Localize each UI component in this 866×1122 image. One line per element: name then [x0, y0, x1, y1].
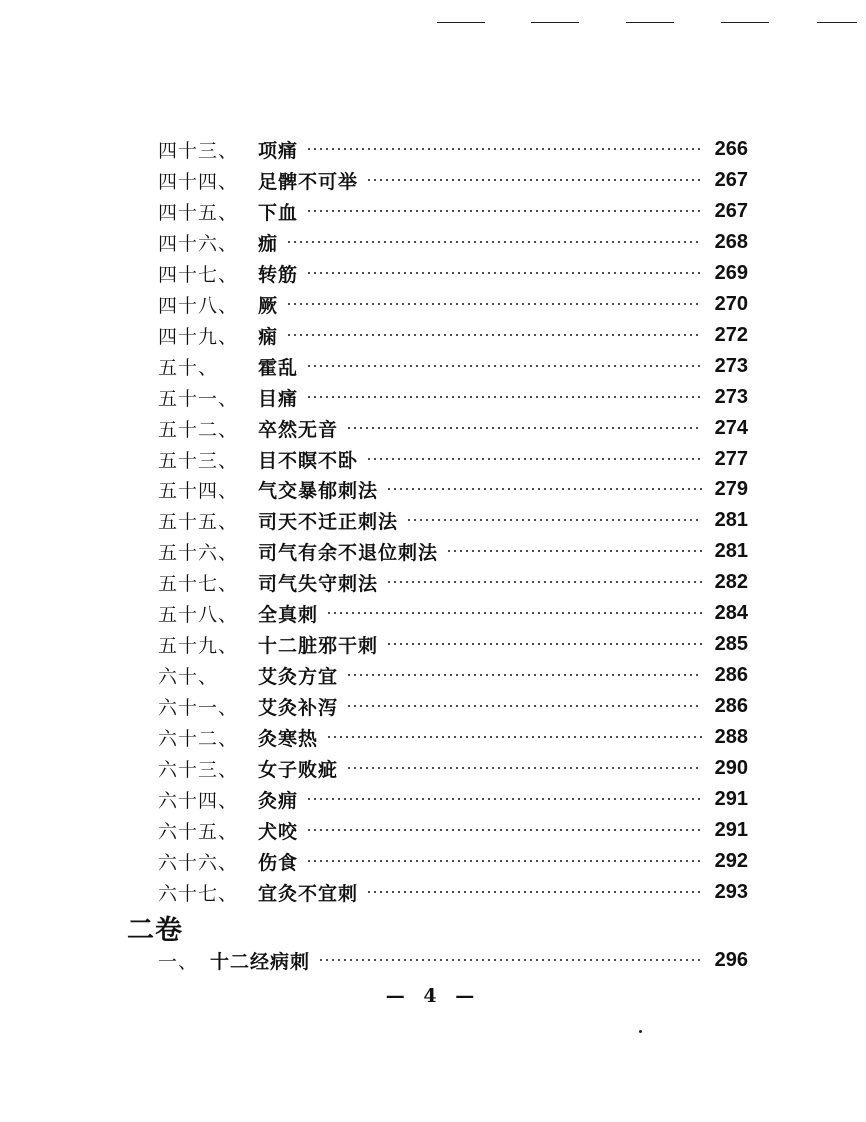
toc-entry-title: 艾灸补泻 [258, 696, 339, 719]
toc-entry-page: 291 [714, 787, 748, 810]
toc-entry-page: 269 [714, 261, 748, 284]
toc-entry-title: 转筋 [258, 263, 299, 286]
toc-entry[interactable] [158, 165, 748, 195]
toc-entry-number: 四十九、 [158, 325, 239, 348]
toc-leader-dots [306, 272, 702, 274]
toc-entry-number: 五十七、 [158, 572, 239, 595]
toc-leader-dots [318, 959, 702, 961]
toc-leader-dots [366, 891, 702, 893]
toc-entry-page: 288 [714, 725, 748, 748]
header-rules [0, 22, 866, 32]
toc-entry-number: 六十五、 [158, 820, 239, 843]
toc-entry-number: 四十六、 [158, 232, 239, 255]
toc-leader-dots [386, 488, 702, 490]
header-rule [721, 22, 769, 23]
toc-entry-number: 六十三、 [158, 758, 239, 781]
toc-entry-number: 四十五、 [158, 201, 239, 224]
toc-leader-dots [286, 334, 702, 336]
toc-entry[interactable] [158, 536, 748, 566]
toc-entry-page: 284 [714, 601, 748, 624]
toc-entry-page: 285 [714, 632, 748, 655]
toc-leader-dots [446, 550, 702, 552]
toc-entry-title: 痫 [258, 325, 279, 348]
toc-entry-page: 277 [714, 447, 748, 470]
toc-entry[interactable] [158, 945, 748, 975]
toc-entry[interactable] [158, 629, 748, 659]
toc-entry[interactable] [158, 196, 748, 226]
toc-entry-page: 273 [714, 354, 748, 377]
header-rule [531, 22, 579, 23]
toc-entry-page: 286 [714, 694, 748, 717]
toc-entry[interactable] [158, 722, 748, 752]
toc-leader-dots [306, 148, 702, 150]
toc-entry-title: 目不瞑不卧 [258, 449, 359, 472]
toc-entry-title: 厥 [258, 294, 279, 317]
toc-entry-page: 273 [714, 385, 748, 408]
toc-entry-title: 项痛 [258, 139, 299, 162]
toc-entry-title: 司天不迁正刺法 [258, 510, 399, 533]
toc-entry-title: 灸痈 [258, 789, 299, 812]
toc-entry[interactable] [158, 134, 748, 164]
toc-entry-number: 五十六、 [158, 541, 239, 564]
toc-entry[interactable] [158, 382, 748, 412]
toc-entry-number: 一、 [158, 950, 199, 973]
toc-entry[interactable] [158, 877, 748, 907]
toc-entry-number: 五十八、 [158, 603, 239, 626]
toc-entry[interactable] [158, 815, 748, 845]
toc-entry[interactable] [158, 567, 748, 597]
page-number-footer: — 4 — [385, 985, 481, 1007]
toc-entry-title: 艾灸方宜 [258, 665, 339, 688]
toc-entry-number: 六十六、 [158, 851, 239, 874]
toc-leader-dots [326, 736, 702, 738]
toc-entry-page: 267 [714, 168, 748, 191]
toc-entry-title: 十二经病刺 [210, 950, 311, 973]
toc-leader-dots [366, 179, 702, 181]
toc-entry-page: 286 [714, 663, 748, 686]
toc-entry-title: 犬咬 [258, 820, 299, 843]
toc-entry-number: 五十二、 [158, 418, 239, 441]
header-rule [626, 22, 674, 23]
toc-entry-title: 足髀不可举 [258, 170, 359, 193]
toc-leader-dots [386, 581, 702, 583]
toc-leader-dots [306, 860, 702, 862]
toc-leader-dots [346, 705, 702, 707]
toc-leader-dots [406, 519, 702, 521]
toc-entry[interactable] [158, 784, 748, 814]
header-rule [437, 22, 485, 23]
toc-entry-page: 281 [714, 539, 748, 562]
toc-entry[interactable] [158, 691, 748, 721]
toc-entry-number: 五十、 [158, 356, 219, 379]
toc-entry-title: 伤食 [258, 851, 299, 874]
toc-entry-number: 四十七、 [158, 263, 239, 286]
toc-entry-page: 296 [714, 948, 748, 971]
header-rule [817, 22, 857, 23]
toc-entry-title: 宜灸不宜刺 [258, 882, 359, 905]
toc-leader-dots [306, 798, 702, 800]
toc-leader-dots [286, 303, 702, 305]
toc-entry-page: 272 [714, 323, 748, 346]
toc-entry[interactable] [158, 289, 748, 319]
toc-entry-number: 五十五、 [158, 510, 239, 533]
toc-leader-dots [306, 210, 702, 212]
toc-entry[interactable] [158, 413, 748, 443]
toc-entry-number: 六十、 [158, 665, 219, 688]
toc-entry-title: 卒然无音 [258, 418, 339, 441]
toc-leader-dots [326, 612, 702, 614]
toc-entry[interactable] [158, 444, 748, 474]
toc-entry-title: 痂 [258, 232, 279, 255]
toc-entry-page: 279 [714, 477, 748, 500]
toc-entry-page: 270 [714, 292, 748, 315]
toc-leader-dots [286, 241, 702, 243]
toc-entry-number: 四十三、 [158, 139, 239, 162]
toc-entry[interactable] [158, 320, 748, 350]
toc-entry-number: 六十四、 [158, 789, 239, 812]
toc-entry-number: 五十三、 [158, 449, 239, 472]
section-heading: 二卷 [127, 915, 183, 946]
toc-entry-number: 六十七、 [158, 882, 239, 905]
toc-entry-title: 目痛 [258, 387, 299, 410]
toc-entry-number: 五十九、 [158, 634, 239, 657]
toc-entry-page: 267 [714, 199, 748, 222]
toc-entry-number: 五十一、 [158, 387, 239, 410]
toc-leader-dots [346, 674, 702, 676]
toc-entry[interactable] [158, 258, 748, 288]
toc-entry[interactable] [158, 351, 748, 381]
toc-entry-title: 下血 [258, 201, 299, 224]
toc-entry[interactable] [158, 660, 748, 690]
scan-speck [639, 1030, 642, 1033]
toc-entry-page: 290 [714, 756, 748, 779]
toc-entry-page: 292 [714, 849, 748, 872]
toc-entry-title: 十二脏邪干刺 [258, 634, 379, 657]
toc-entry[interactable] [158, 598, 748, 628]
toc-entry[interactable] [158, 846, 748, 876]
toc-leader-dots [386, 643, 702, 645]
toc-entry[interactable] [158, 753, 748, 783]
toc-entry-number: 五十四、 [158, 479, 239, 502]
toc-entry-page: 293 [714, 880, 748, 903]
toc-entry-title: 司气失守刺法 [258, 572, 379, 595]
toc-entry-title: 灸寒热 [258, 727, 319, 750]
toc-entry[interactable] [158, 227, 748, 257]
toc-leader-dots [306, 365, 702, 367]
toc-leader-dots [366, 458, 702, 460]
toc-entry-title: 司气有余不退位刺法 [258, 541, 439, 564]
toc-entry-number: 六十二、 [158, 727, 239, 750]
toc-entry-page: 282 [714, 570, 748, 593]
toc-entry-title: 全真刺 [258, 603, 319, 626]
toc-leader-dots [346, 767, 702, 769]
toc-entry-title: 女子败疵 [258, 758, 339, 781]
toc-entry-page: 266 [714, 137, 748, 160]
toc-leader-dots [306, 396, 702, 398]
toc-leader-dots [346, 427, 702, 429]
toc-entry-page: 268 [714, 230, 748, 253]
toc-entry-title: 霍乱 [258, 356, 299, 379]
toc-leader-dots [306, 829, 702, 831]
toc-entry-number: 六十一、 [158, 696, 239, 719]
toc-entry-number: 四十四、 [158, 170, 239, 193]
toc-entry-page: 274 [714, 416, 748, 439]
toc-entry-page: 281 [714, 508, 748, 531]
toc-entry-number: 四十八、 [158, 294, 239, 317]
toc-entry-page: 291 [714, 818, 748, 841]
toc-entry-title: 气交暴郁刺法 [258, 479, 379, 502]
toc-entry[interactable] [158, 505, 748, 535]
toc-entry[interactable] [158, 474, 748, 504]
